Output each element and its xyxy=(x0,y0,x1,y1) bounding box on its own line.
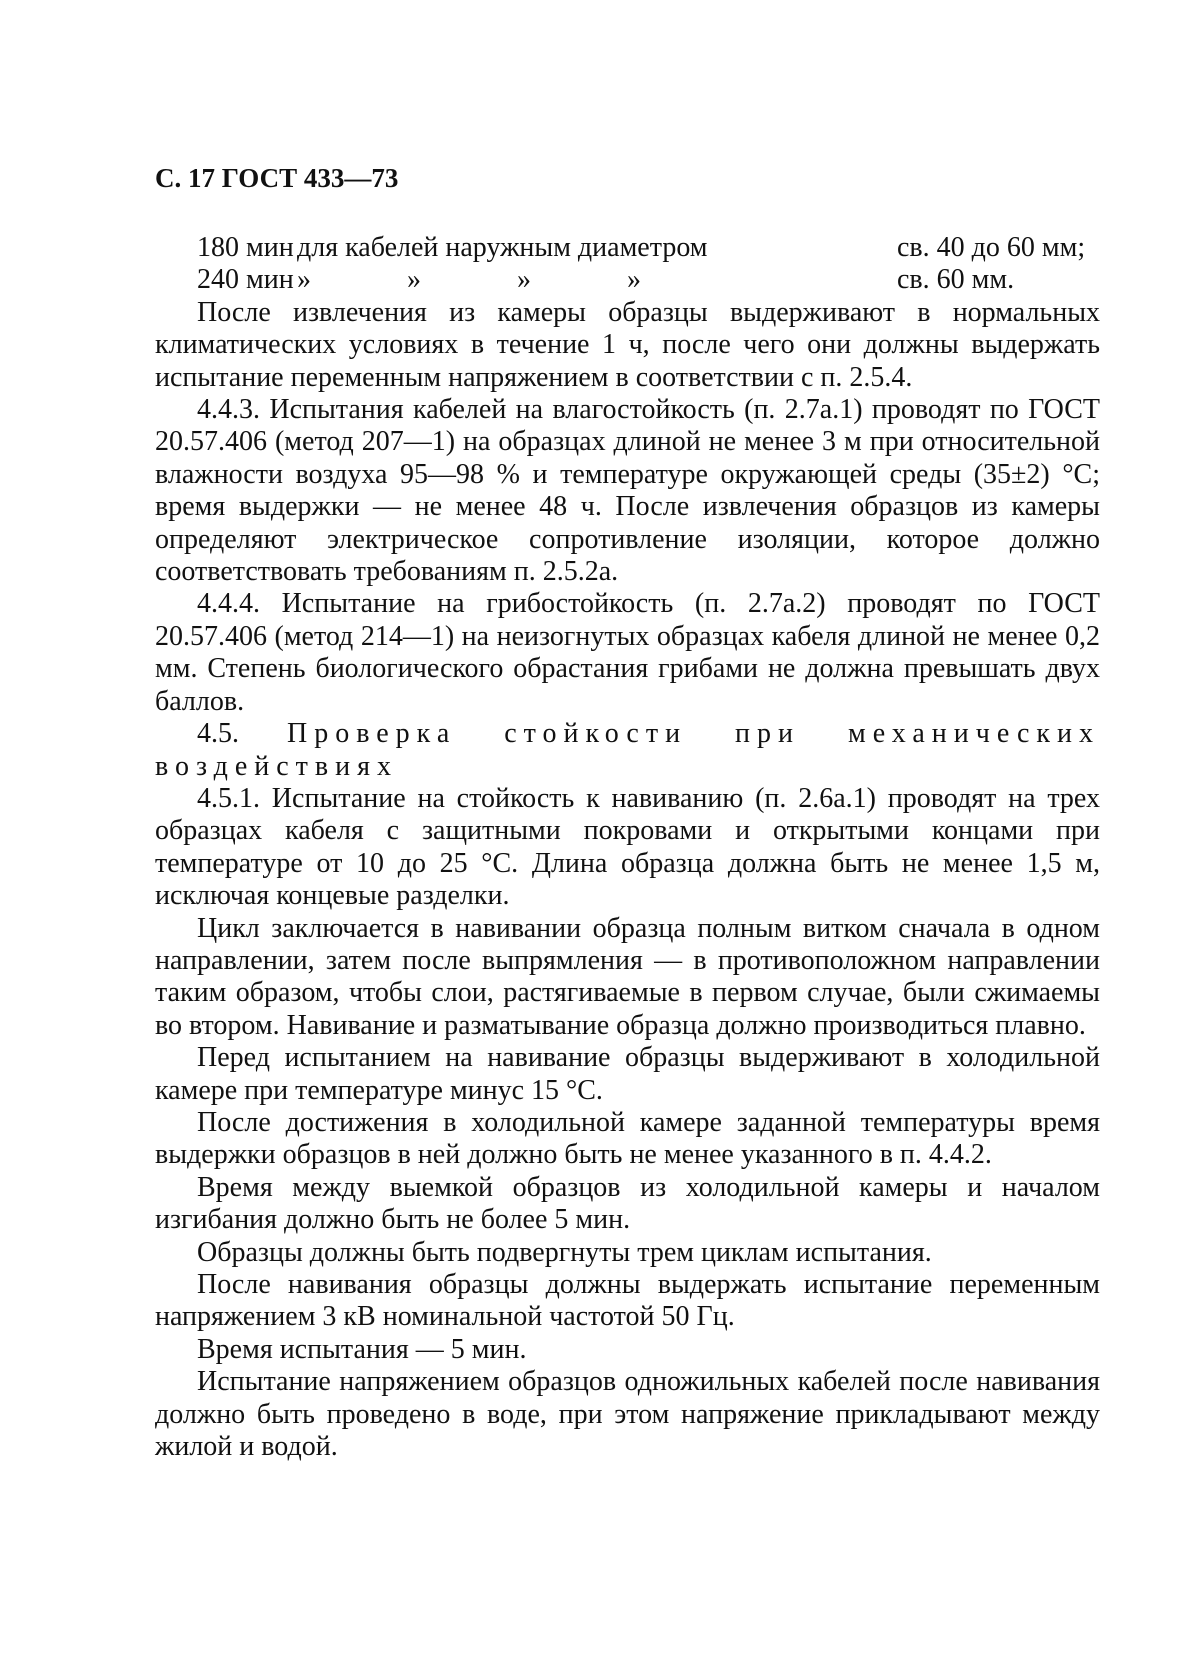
heading-word: стойкости xyxy=(504,718,688,750)
section-heading-4-5 xyxy=(155,718,1100,783)
document-body xyxy=(155,232,1100,1463)
diameter-range: св. 40 до 60 мм; xyxy=(897,232,1086,263)
ditto-mark: » xyxy=(407,264,421,296)
paragraph-holding-time: После достижения в холодильной камере заданной температуры время выдержки образцов в ней должно быть не менее указанного в п. 4.4.2. xyxy=(155,1106,1100,1171)
paragraph-4-4-4: 4.4.4. Испытание на грибостойкость (п. 2.7а.2) проводят по ГОСТ 20.57.406 (метод 214—1) на неизогнутых образцах кабеля длиной не менее 0,2 мм. Степень биологического обрастания грибами не должна превышать двух баллов. xyxy=(155,588,1100,717)
diameter-range: св. 60 мм. xyxy=(897,264,1015,296)
paragraph-after-winding: После навивания образцы должны выдержать испытание переменным напряжением 3 кВ номинальной частотой 50 Гц. xyxy=(155,1269,1100,1333)
heading-word: механических xyxy=(847,718,1100,750)
duration-value: 240 мин xyxy=(197,264,294,296)
paragraph-4-5-1: 4.5.1. Испытание на стойкость к навиванию (п. 2.6а.1) проводят на трех образцах кабеля с защитными покровами и открытыми концами при температуре от 10 до 25 °С. Длина образца должна быть не менее 1,5 м, исключая концевые разделки. xyxy=(155,782,1100,912)
paragraph-voltage-test: Испытание напряжением образцов одножильных кабелей после навивания должно быть проведено в воде, при этом напряжение прикладывают между жилой и водой. xyxy=(155,1366,1100,1463)
page-header: С. 17 ГОСТ 433—73 xyxy=(155,163,399,193)
paragraph-before-test: Перед испытанием на навивание образцы выдерживают в холодильной камере при температуре минус 15 °С. xyxy=(155,1042,1100,1106)
heading-continuation: воздействиях xyxy=(155,750,398,782)
paragraph-cycle: Цикл заключается в навивании образца полным витком сначала в одном направлении, затем после выпрямления — в противоположном направлении таким образом, чтобы слои, растягиваемые в первом случае, были сжимаемы во втором. Навивание и разматывание образца должно производиться плавно. xyxy=(155,912,1100,1041)
heading-word: при xyxy=(735,718,800,750)
ditto-mark: » xyxy=(517,264,531,296)
paragraph-4-4-3: 4.4.3. Испытания кабелей на влагостойкость (п. 2.7а.1) проводят по ГОСТ 20.57.406 (метод 207—1) на образцах длиной не менее 3 м при относительной влажности воздуха 95—98 % и температуре окружающей среды (35±2) °С; время выдержки — не менее 48 ч. После извлечения образцов из камеры определяют электрическое сопротивление изоляции, которое должно соответствовать требованиям п. 2.5.2а. xyxy=(155,394,1100,588)
heading-word: Проверка xyxy=(286,718,457,750)
paragraph-after-extraction: После извлечения из камеры образцы выдерживают в нормальных климатических условиях в течение 1 ч, после чего они должны выдержать испытание переменным напряжением в соответствии с п. 2.5.4. xyxy=(155,296,1100,393)
ditto-mark: » xyxy=(627,264,641,296)
ditto-marks xyxy=(297,264,897,296)
paragraph-time-between: Время между выемкой образцов из холодильной камеры и началом изгибания должно быть не более 5 мин. xyxy=(155,1171,1100,1236)
document-page xyxy=(155,160,1100,1463)
duration-row-1 xyxy=(155,232,1100,264)
paragraph-three-cycles: Образцы должны быть подвергнуты трем циклам испытания. xyxy=(197,1236,932,1268)
section-number: 4.5. xyxy=(197,718,239,750)
ditto-mark: » xyxy=(297,264,311,296)
duration-value: 180 мин xyxy=(197,232,294,263)
duration-row-2 xyxy=(155,264,1100,296)
cable-description: для кабелей наружным диаметром xyxy=(297,232,708,263)
paragraph-test-time: Время испытания — 5 мин. xyxy=(197,1333,527,1365)
